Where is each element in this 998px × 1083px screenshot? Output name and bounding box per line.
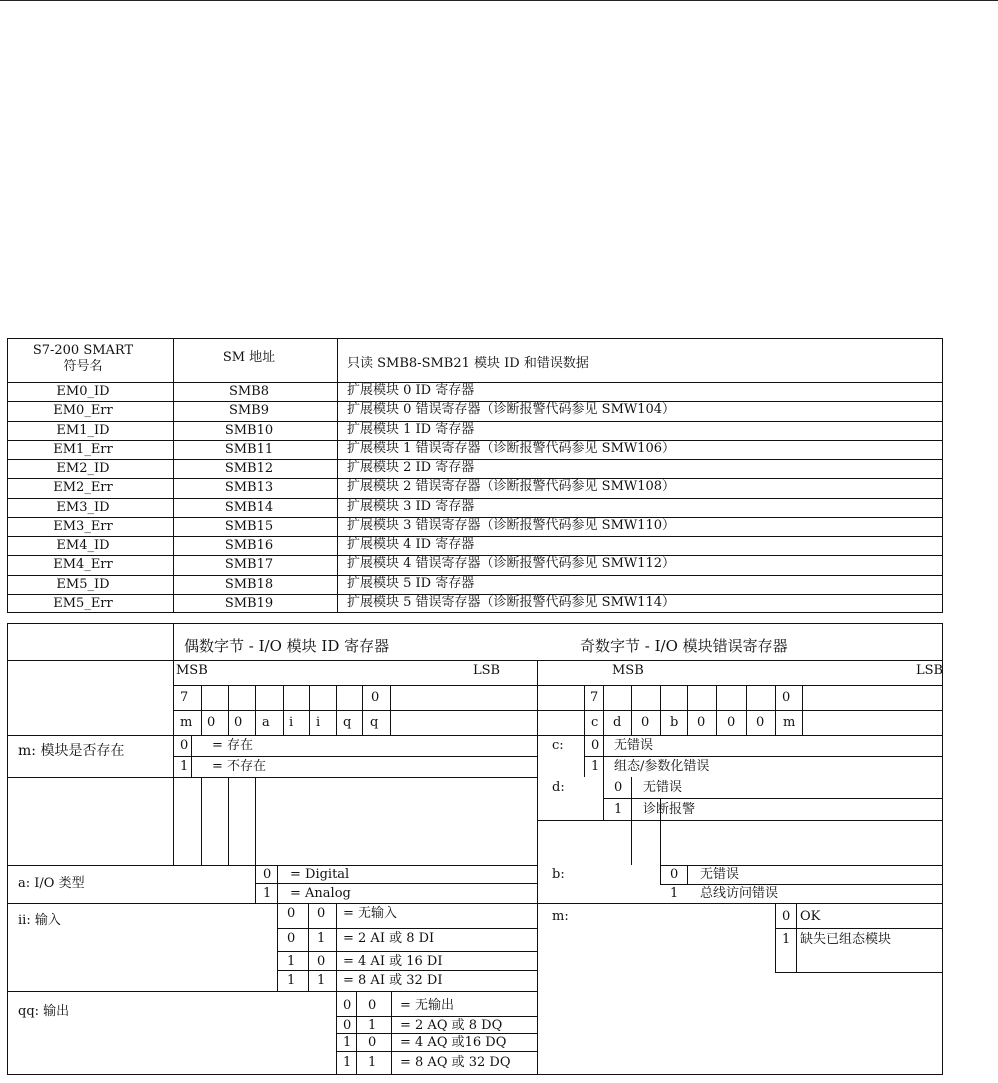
qq-text: = 无输出 <box>400 998 455 1013</box>
top-rule <box>0 0 998 1</box>
row-sm-address: SMB8 <box>228 384 270 399</box>
ii-text: = 8 AI 或 32 DI <box>343 973 443 988</box>
c-0-text: 无错误 <box>614 738 654 753</box>
bit-cell-divider <box>802 685 803 735</box>
odd-bit-label: 0 <box>697 715 706 730</box>
table2-col-divider <box>775 903 776 972</box>
c-0-bit: 0 <box>591 738 600 753</box>
bit-cell-divider <box>584 685 585 735</box>
qq-bit1: 1 <box>343 1055 352 1070</box>
odd-bit7: 7 <box>590 690 599 705</box>
row-description: 扩展模块 0 错误寄存器（诊断报警代码参见 SMW104） <box>347 402 676 418</box>
b-label: b: <box>552 867 565 882</box>
row-description: 扩展模块 0 ID 寄存器 <box>347 383 475 398</box>
row-symbol: EM0_ID <box>56 384 110 399</box>
row-symbol: EM3_Err <box>53 518 113 534</box>
ii-input-label: ii: 输入 <box>18 913 61 928</box>
a-0-bit: 0 <box>263 867 272 882</box>
row-description: 扩展模块 5 ID 寄存器 <box>347 575 475 591</box>
d-1-text: 诊断报警 <box>643 802 696 817</box>
m-odd-1-text: 缺失已组态模块 <box>800 932 892 947</box>
odd-bit-label: 0 <box>756 715 765 730</box>
table-row-divider <box>7 498 943 499</box>
odd-bit-label: d <box>613 715 622 730</box>
ii-bit1: 1 <box>287 973 296 988</box>
row-symbol: EM4_Err <box>53 557 113 573</box>
ii-text: = 无输入 <box>343 906 398 921</box>
row-sm-address: SMB12 <box>224 461 274 476</box>
even-bit-label: m <box>180 715 193 730</box>
even-bit-label: i <box>316 715 321 730</box>
header-sm-address: SM 地址 <box>222 350 276 365</box>
row-description: 扩展模块 5 错误寄存器（诊断报警代码参见 SMW114） <box>347 594 676 610</box>
table2-divider <box>173 685 943 686</box>
row-sm-address: SMB15 <box>224 518 274 534</box>
m-present-label: m: 模块是否存在 <box>18 743 125 759</box>
even-bit7: 7 <box>180 690 189 705</box>
qq-bit1: 1 <box>343 1035 352 1050</box>
even-byte-title: 偶数字节 - I/O 模块 ID 寄存器 <box>184 637 390 655</box>
row-sm-address: SMB13 <box>224 480 274 496</box>
table2-col-divider <box>356 991 357 1075</box>
table2-col-divider <box>201 777 202 865</box>
odd-byte-title: 奇数字节 - I/O 模块错误寄存器 <box>580 637 788 655</box>
d-1-bit: 1 <box>614 802 623 817</box>
odd-lsb: LSB <box>916 663 944 678</box>
row-sm-address: SMB18 <box>224 576 274 592</box>
even-bit-label: 0 <box>234 715 243 730</box>
row-description: 扩展模块 3 ID 寄存器 <box>347 498 475 514</box>
table2-divider <box>7 735 943 736</box>
row-symbol: EM1_Err <box>53 441 113 457</box>
table2-divider <box>336 1051 537 1052</box>
d-0-text: 无错误 <box>643 780 683 795</box>
bit-cell-divider <box>631 685 632 735</box>
a-type-label: a: I/O 类型 <box>18 876 85 891</box>
qq-bit1: 0 <box>343 1018 352 1033</box>
qq-text: = 8 AQ 或 32 DQ <box>400 1055 511 1070</box>
bit-cell-divider <box>775 685 776 735</box>
table-row-divider <box>7 575 943 576</box>
table2-divider <box>7 991 537 992</box>
m-odd-1-bit: 1 <box>782 932 791 947</box>
table2-divider <box>660 884 943 885</box>
bit-cell-divider <box>603 685 604 735</box>
even-bit-label: i <box>289 715 294 730</box>
m-0-text: = 存在 <box>212 738 254 753</box>
header-description: 只读 SMB8-SMB21 模块 ID 和错误数据 <box>347 356 589 371</box>
row-symbol: EM1_ID <box>56 422 110 438</box>
row-symbol: EM4_ID <box>56 538 110 553</box>
ii-text: = 2 AI 或 8 DI <box>343 931 435 946</box>
row-sm-address: SMB10 <box>224 422 274 438</box>
qq-bit2: 1 <box>368 1055 377 1070</box>
bit-cell-divider <box>283 685 284 735</box>
a-0-text: = Digital <box>290 867 350 882</box>
row-symbol: EM2_ID <box>56 461 110 476</box>
row-sm-address: SMB9 <box>228 403 270 419</box>
odd-bit-label: b <box>670 715 679 730</box>
row-description: 扩展模块 4 ID 寄存器 <box>347 537 475 552</box>
table-row-divider <box>7 421 943 422</box>
bit-cell-divider <box>716 685 717 735</box>
b-0-text: 无错误 <box>700 867 740 882</box>
even-bit-label: a <box>262 715 270 730</box>
qq-output-label: qq: 输出 <box>18 1004 70 1019</box>
row-symbol: EM3_ID <box>56 499 110 515</box>
bit-cell-divider <box>746 685 747 735</box>
qq-bit2: 0 <box>368 998 377 1013</box>
ii-text: = 4 AI 或 16 DI <box>343 954 443 969</box>
qq-bit1: 0 <box>343 998 352 1013</box>
table2-col-divider <box>687 865 688 884</box>
table2-divider <box>603 798 943 799</box>
table2-divider <box>7 777 537 778</box>
bit-cell-divider <box>201 685 202 735</box>
table2-divider <box>584 756 943 757</box>
row-description: 扩展模块 1 ID 寄存器 <box>347 421 475 437</box>
table2-col-divider <box>255 777 256 903</box>
odd-msb: MSB <box>612 663 644 678</box>
table2-divider <box>255 883 537 884</box>
qq-bit2: 1 <box>368 1018 377 1033</box>
table2-col-divider <box>191 735 192 777</box>
table2-divider <box>336 1033 537 1034</box>
odd-bit-label: c <box>591 715 599 730</box>
even-lsb: LSB <box>473 663 501 678</box>
row-symbol: EM5_Err <box>53 595 113 611</box>
a-1-bit: 1 <box>263 886 272 901</box>
table-row-divider <box>7 459 943 460</box>
table2-col-divider <box>308 903 309 991</box>
b-0-bit: 0 <box>670 867 679 882</box>
table2-divider <box>7 865 537 866</box>
bit-cell-divider <box>336 685 337 735</box>
row-symbol: EM0_Err <box>53 403 113 419</box>
qq-bit2: 0 <box>368 1035 377 1050</box>
ii-bit2: 0 <box>317 954 326 969</box>
odd-bit-label: m <box>783 715 796 730</box>
table2-divider <box>277 951 537 952</box>
bit-cell-divider <box>362 685 363 735</box>
header-symbol-line2: 符号名 <box>63 359 103 374</box>
m-odd-0-bit: 0 <box>782 909 791 924</box>
row-sm-address: SMB11 <box>224 441 274 457</box>
bit-cell-divider <box>390 685 391 735</box>
ii-bit1: 0 <box>287 931 296 946</box>
table2-col-divider <box>603 735 604 777</box>
table2-divider <box>660 865 943 866</box>
table2-divider <box>277 928 537 929</box>
b-1-text: 总线访问错误 <box>700 886 779 901</box>
table-row-divider <box>7 536 943 537</box>
m-odd-0-text: OK <box>800 909 821 924</box>
table2-divider <box>7 903 943 904</box>
table2-divider <box>7 660 943 661</box>
table2-divider <box>173 756 537 757</box>
table2-col-divider <box>584 735 585 777</box>
even-bit-label: 0 <box>207 715 216 730</box>
b-1-bit: 1 <box>670 886 679 901</box>
even-msb: MSB <box>176 663 208 678</box>
qq-text: = 2 AQ 或 8 DQ <box>400 1018 503 1033</box>
ii-bit2: 1 <box>317 973 326 988</box>
m-0-bit: 0 <box>180 738 189 753</box>
d-0-bit: 0 <box>614 780 623 795</box>
ii-bit1: 0 <box>287 906 296 921</box>
row-description: 扩展模块 2 ID 寄存器 <box>347 460 475 475</box>
m-odd-label: m: <box>552 909 569 924</box>
qq-text: = 4 AQ 或16 DQ <box>400 1035 507 1050</box>
m-1-text: = 不存在 <box>212 759 267 774</box>
row-description: 扩展模块 4 错误寄存器（诊断报警代码参见 SMW112） <box>347 556 676 572</box>
odd-bit-label: 0 <box>727 715 736 730</box>
table2-divider <box>775 928 943 929</box>
odd-bit0: 0 <box>782 690 791 705</box>
row-sm-address: SMB16 <box>224 538 274 553</box>
row-symbol: EM5_ID <box>56 576 110 592</box>
table2-col-divider <box>228 777 229 865</box>
odd-bit-label: 0 <box>641 715 650 730</box>
table2-divider <box>775 972 943 973</box>
c-1-text: 组态/参数化错误 <box>614 759 710 774</box>
table2-col-divider <box>603 777 604 820</box>
row-sm-address: SMB17 <box>224 557 274 573</box>
c-label: c: <box>552 738 564 753</box>
m-1-bit: 1 <box>180 759 189 774</box>
table2-col-divider <box>391 991 392 1075</box>
row-description: 扩展模块 3 错误寄存器（诊断报警代码参见 SMW110） <box>347 517 676 533</box>
table2-divider <box>537 820 943 821</box>
row-symbol: EM2_Err <box>53 480 113 496</box>
table2-divider <box>277 970 537 971</box>
bit-cell-divider <box>687 685 688 735</box>
ii-bit2: 0 <box>317 906 326 921</box>
header-symbol-line1: S7-200 SMART <box>32 343 134 358</box>
table2-divider <box>173 710 943 711</box>
row-sm-address: SMB14 <box>224 499 274 515</box>
bit-cell-divider <box>309 685 310 735</box>
c-1-bit: 1 <box>591 759 600 774</box>
ii-bit2: 1 <box>317 931 326 946</box>
table2-col-divider <box>336 903 337 1075</box>
table2-divider <box>336 1016 537 1017</box>
row-sm-address: SMB19 <box>224 595 274 611</box>
bit-cell-divider <box>660 685 661 735</box>
table2-col-divider <box>173 623 174 865</box>
table2-col-divider <box>277 865 278 991</box>
bit-cell-divider <box>228 685 229 735</box>
even-bit0: 0 <box>371 690 380 705</box>
d-label: d: <box>552 780 565 795</box>
table2-col-divider <box>631 777 632 865</box>
a-1-text: = Analog <box>290 886 351 901</box>
table2-col-divider <box>537 660 538 1075</box>
row-description: 扩展模块 1 错误寄存器（诊断报警代码参见 SMW106） <box>347 440 676 456</box>
even-bit-label: q <box>343 715 352 730</box>
table1-col-divider <box>337 338 338 613</box>
even-bit-label: q <box>370 715 379 730</box>
table1-header-divider <box>7 382 943 383</box>
bit-cell-divider <box>255 685 256 735</box>
row-description: 扩展模块 2 错误寄存器（诊断报警代码参见 SMW108） <box>347 479 676 495</box>
table2-col-divider <box>796 903 797 972</box>
ii-bit1: 1 <box>287 954 296 969</box>
